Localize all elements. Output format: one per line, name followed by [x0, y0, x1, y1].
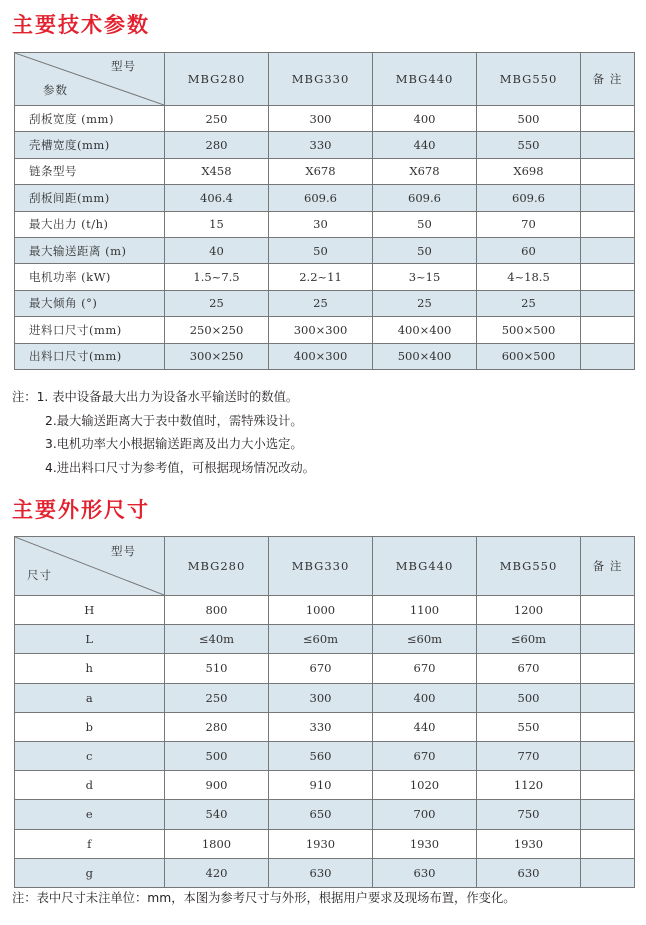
- table-cell: 406.4: [165, 185, 269, 211]
- table-cell: 50: [373, 211, 477, 237]
- table-row: [15, 158, 635, 184]
- table-corner-header: [15, 537, 165, 596]
- table-cell: X698: [477, 158, 581, 184]
- table-row: [15, 625, 635, 654]
- note-line: 注：1. 表中设备最大出力为设备水平输送时的数值。: [12, 390, 299, 404]
- table-cell: 770: [477, 741, 581, 770]
- table-row: [15, 712, 635, 741]
- table-row: [15, 185, 635, 211]
- table-row: [15, 237, 635, 263]
- table-cell: 1930: [373, 829, 477, 858]
- corner-label-parameter: 参数: [43, 83, 68, 97]
- table-cell: 420: [165, 858, 269, 887]
- table-cell: 550: [477, 132, 581, 158]
- remark-cell: [581, 858, 635, 887]
- table-cell: 700: [373, 800, 477, 829]
- table-row: [15, 264, 635, 290]
- table-cell: 609.6: [269, 185, 373, 211]
- table-cell: 550: [477, 712, 581, 741]
- table-cell: ≤60m: [373, 625, 477, 654]
- table-cell: 300×300: [269, 317, 373, 343]
- remark-cell: [581, 158, 635, 184]
- table-cell: 60: [477, 237, 581, 263]
- table-cell: 50: [373, 237, 477, 263]
- row-label: L: [15, 625, 165, 654]
- table-row: [15, 290, 635, 316]
- table-cell: 1120: [477, 771, 581, 800]
- table-row: [15, 132, 635, 158]
- table-cell: X678: [373, 158, 477, 184]
- table-cell: 750: [477, 800, 581, 829]
- dimensions-table: [14, 536, 635, 888]
- table-cell: 630: [373, 858, 477, 887]
- table-row: [15, 596, 635, 625]
- table-cell: 250: [165, 683, 269, 712]
- table-cell: 500: [477, 106, 581, 132]
- table-cell: 400×300: [269, 343, 373, 369]
- table-cell: 1930: [269, 829, 373, 858]
- remark-cell: [581, 829, 635, 858]
- table-cell: 630: [269, 858, 373, 887]
- table-row: [15, 771, 635, 800]
- table-cell: 910: [269, 771, 373, 800]
- table-cell: 400×400: [373, 317, 477, 343]
- remark-cell: [581, 237, 635, 263]
- column-header-model: MBG440: [373, 537, 477, 596]
- table-cell: X678: [269, 158, 373, 184]
- table-cell: 25: [165, 290, 269, 316]
- remark-cell: [581, 317, 635, 343]
- table-cell: 4~18.5: [477, 264, 581, 290]
- table-cell: 500: [477, 683, 581, 712]
- table-cell: 440: [373, 712, 477, 741]
- remark-cell: [581, 654, 635, 683]
- table-cell: 1000: [269, 596, 373, 625]
- table-cell: 1020: [373, 771, 477, 800]
- column-header-remark: 备 注: [581, 53, 635, 106]
- corner-diagonal-line: [15, 537, 164, 595]
- table-cell: 600×500: [477, 343, 581, 369]
- table-cell: 510: [165, 654, 269, 683]
- table-cell: 3~15: [373, 264, 477, 290]
- table-cell: 540: [165, 800, 269, 829]
- remark-cell: [581, 625, 635, 654]
- row-label: 刮板间距(mm): [15, 185, 165, 211]
- column-header-model: MBG280: [165, 53, 269, 106]
- table-cell: 330: [269, 132, 373, 158]
- table-cell: 670: [373, 654, 477, 683]
- row-label: H: [15, 596, 165, 625]
- row-label: 最大倾角 (°): [15, 290, 165, 316]
- table-cell: 800: [165, 596, 269, 625]
- table-cell: 250: [165, 106, 269, 132]
- corner-label-dimension: 尺寸: [27, 568, 52, 582]
- remark-cell: [581, 741, 635, 770]
- table-cell: 670: [373, 741, 477, 770]
- table-row: [15, 683, 635, 712]
- table-cell: 440: [373, 132, 477, 158]
- note-line: 3.电机功率大小根据输送距离及出力大小选定。: [45, 437, 303, 451]
- column-header-model: MBG330: [269, 53, 373, 106]
- table-row: [15, 858, 635, 887]
- remark-cell: [581, 106, 635, 132]
- table-cell: 70: [477, 211, 581, 237]
- remark-cell: [581, 771, 635, 800]
- row-label: 刮板宽度 (mm): [15, 106, 165, 132]
- table-cell: 50: [269, 237, 373, 263]
- table-cell: 1200: [477, 596, 581, 625]
- table-cell: 330: [269, 712, 373, 741]
- table-cell: 1930: [477, 829, 581, 858]
- table-cell: 400: [373, 683, 477, 712]
- row-label: f: [15, 829, 165, 858]
- table-cell: 300: [269, 683, 373, 712]
- table-cell: 1.5~7.5: [165, 264, 269, 290]
- column-header-model: MBG550: [477, 537, 581, 596]
- table-row: [15, 741, 635, 770]
- table-cell: 650: [269, 800, 373, 829]
- remark-cell: [581, 683, 635, 712]
- table-cell: 630: [477, 858, 581, 887]
- table-cell: 250×250: [165, 317, 269, 343]
- table-cell: 300: [269, 106, 373, 132]
- remark-cell: [581, 264, 635, 290]
- table-cell: 40: [165, 237, 269, 263]
- table-cell: ≤40m: [165, 625, 269, 654]
- table-cell: 30: [269, 211, 373, 237]
- row-label: h: [15, 654, 165, 683]
- row-label: c: [15, 741, 165, 770]
- row-label: 最大输送距离 (m): [15, 237, 165, 263]
- row-label: e: [15, 800, 165, 829]
- column-header-model: MBG280: [165, 537, 269, 596]
- table-cell: 609.6: [373, 185, 477, 211]
- row-label: b: [15, 712, 165, 741]
- column-header-remark: 备 注: [581, 537, 635, 596]
- remark-cell: [581, 800, 635, 829]
- technical-parameters-table: [14, 52, 635, 370]
- table-row: [15, 654, 635, 683]
- table-cell: 400: [373, 106, 477, 132]
- table-cell: ≤60m: [477, 625, 581, 654]
- corner-label-model: 型号: [111, 59, 136, 73]
- table-cell: 280: [165, 132, 269, 158]
- table-row: [15, 211, 635, 237]
- remark-cell: [581, 185, 635, 211]
- remark-cell: [581, 132, 635, 158]
- column-header-model: MBG550: [477, 53, 581, 106]
- dimension-note: 注：表中尺寸未注单位：mm，本图为参考尺寸与外形，根据用户要求及现场布置，作变化。: [12, 891, 516, 905]
- row-label: g: [15, 858, 165, 887]
- table-cell: 280: [165, 712, 269, 741]
- remark-cell: [581, 211, 635, 237]
- corner-label-model: 型号: [111, 544, 136, 558]
- note-line: 2.最大输送距离大于表中数值时，需特殊设计。: [45, 413, 303, 428]
- table-cell: 670: [477, 654, 581, 683]
- row-label: a: [15, 683, 165, 712]
- table-cell: 900: [165, 771, 269, 800]
- column-header-model: MBG330: [269, 537, 373, 596]
- remark-cell: [581, 712, 635, 741]
- table-cell: 1800: [165, 829, 269, 858]
- row-label: 进料口尺寸(mm): [15, 317, 165, 343]
- table-cell: 1100: [373, 596, 477, 625]
- table-cell: 2.2~11: [269, 264, 373, 290]
- remark-cell: [581, 343, 635, 369]
- row-label: 电机功率 (kW): [15, 264, 165, 290]
- table-corner-header: [15, 53, 165, 106]
- table-cell: 670: [269, 654, 373, 683]
- remark-cell: [581, 596, 635, 625]
- table-row: [15, 829, 635, 858]
- table-cell: 500×400: [373, 343, 477, 369]
- technical-notes: [12, 386, 315, 480]
- table-cell: X458: [165, 158, 269, 184]
- table-cell: 300×250: [165, 343, 269, 369]
- note-line: 4.进出料口尺寸为参考值，可根据现场情况改动。: [45, 460, 315, 475]
- table-cell: 25: [269, 290, 373, 316]
- row-label: d: [15, 771, 165, 800]
- table-cell: 25: [373, 290, 477, 316]
- table-cell: 25: [477, 290, 581, 316]
- table-cell: 500×500: [477, 317, 581, 343]
- table-row: [15, 800, 635, 829]
- table-cell: 500: [165, 741, 269, 770]
- table-cell: 15: [165, 211, 269, 237]
- corner-diagonal-line: [15, 53, 164, 105]
- table-cell: 560: [269, 741, 373, 770]
- table-row: [15, 317, 635, 343]
- table-cell: ≤60m: [269, 625, 373, 654]
- section-title-dimensions: 主要外形尺寸: [12, 498, 150, 522]
- table-cell: 609.6: [477, 185, 581, 211]
- row-label: 出料口尺寸(mm): [15, 343, 165, 369]
- remark-cell: [581, 290, 635, 316]
- section-title-technical-parameters: 主要技术参数: [12, 13, 150, 37]
- row-label: 最大出力 (t/h): [15, 211, 165, 237]
- table-row: [15, 343, 635, 369]
- table-row: [15, 106, 635, 132]
- row-label: 链条型号: [15, 158, 165, 184]
- row-label: 壳槽宽度(mm): [15, 132, 165, 158]
- column-header-model: MBG440: [373, 53, 477, 106]
